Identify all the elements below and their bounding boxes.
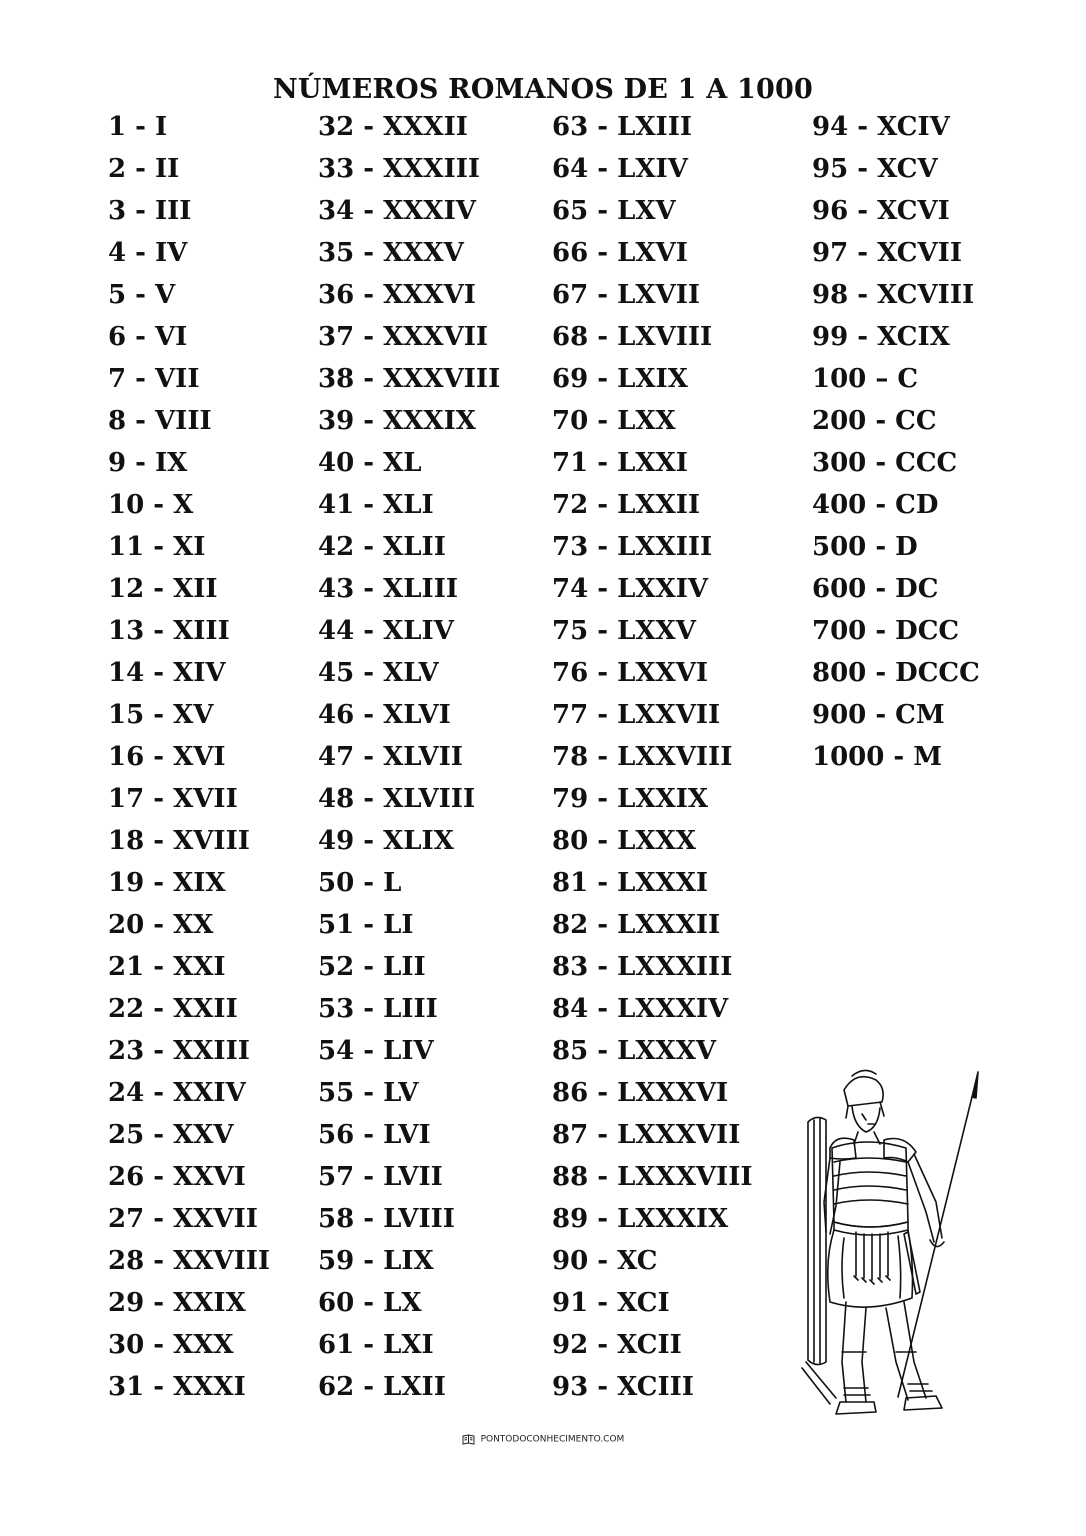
numeral-column-1	[108, 106, 270, 1408]
numeral-entry: 42 - XLII	[318, 532, 446, 562]
numeral-entry: 89 - LXXXIX	[552, 1204, 729, 1234]
numeral-entry: 21 - XXI	[108, 952, 226, 982]
numeral-entry: 45 - XLV	[318, 658, 439, 688]
numeral-entry: 2 - II	[108, 154, 180, 184]
numeral-entry: 68 - LXVIII	[552, 322, 713, 352]
numeral-entry: 16 - XVI	[108, 742, 226, 772]
numeral-entry: 61 - LXI	[318, 1330, 434, 1360]
numeral-entry: 87 - LXXXVII	[552, 1120, 741, 1150]
numeral-entry: 31 - XXXI	[108, 1372, 246, 1402]
numeral-entry: 3 - III	[108, 196, 192, 226]
numeral-entry: 12 - XII	[108, 574, 218, 604]
numeral-entry: 90 - XC	[552, 1246, 658, 1276]
roman-soldier-icon	[796, 1062, 986, 1437]
numeral-entry: 99 - XCIX	[812, 322, 950, 352]
numeral-entry: 79 - LXXIX	[552, 784, 709, 814]
numeral-entry: 83 - LXXXIII	[552, 952, 733, 982]
numeral-entry: 4 - IV	[108, 238, 188, 268]
numeral-entry: 96 - XCVI	[812, 196, 950, 226]
numeral-entry: 39 - XXXIX	[318, 406, 476, 436]
numeral-entry: 50 - L	[318, 868, 402, 898]
numeral-entry: 23 - XXIII	[108, 1036, 250, 1066]
numeral-entry: 71 - LXXI	[552, 448, 688, 478]
numeral-entry: 26 - XXVI	[108, 1162, 246, 1192]
numeral-entry: 97 - XCVII	[812, 238, 962, 268]
numeral-entry: 500 - D	[812, 532, 918, 562]
numeral-entry: 10 - X	[108, 490, 194, 520]
numeral-entry: 80 - LXXX	[552, 826, 696, 856]
numeral-entry: 700 - DCC	[812, 616, 960, 646]
numeral-entry: 15 - XV	[108, 700, 214, 730]
numeral-entry: 51 - LI	[318, 910, 414, 940]
numeral-column-4	[812, 106, 980, 778]
numeral-entry: 32 - XXXII	[318, 112, 468, 142]
numeral-entry: 13 - XIII	[108, 616, 230, 646]
numeral-entry: 53 - LIII	[318, 994, 438, 1024]
numeral-entry: 34 - XXXIV	[318, 196, 476, 226]
numeral-entry: 22 - XXII	[108, 994, 238, 1024]
numeral-entry: 86 - LXXXVI	[552, 1078, 729, 1108]
numeral-entry: 81 - LXXXI	[552, 868, 709, 898]
numeral-entry: 11 - XI	[108, 532, 206, 562]
numeral-entry: 400 - CD	[812, 490, 939, 520]
numeral-entry: 47 - XLVII	[318, 742, 463, 772]
numeral-entry: 56 - LVI	[318, 1120, 431, 1150]
numeral-entry: 70 - LXX	[552, 406, 676, 436]
numeral-entry: 20 - XX	[108, 910, 214, 940]
numeral-entry: 44 - XLIV	[318, 616, 454, 646]
numeral-entry: 62 - LXII	[318, 1372, 446, 1402]
numeral-entry: 76 - LXXVI	[552, 658, 709, 688]
numeral-entry: 800 - DCCC	[812, 658, 980, 688]
numeral-entry: 43 - XLIII	[318, 574, 459, 604]
numeral-entry: 100 – C	[812, 364, 919, 394]
numeral-entry: 300 - CCC	[812, 448, 958, 478]
numeral-entry: 93 - XCIII	[552, 1372, 694, 1402]
footer	[0, 1434, 1086, 1445]
numeral-entry: 94 - XCIV	[812, 112, 950, 142]
numeral-entry: 17 - XVII	[108, 784, 238, 814]
page-title: NÚMEROS ROMANOS DE 1 A 1000	[273, 74, 813, 105]
numeral-entry: 18 - XVIII	[108, 826, 250, 856]
numeral-entry: 67 - LXVII	[552, 280, 701, 310]
numeral-entry: 9 - IX	[108, 448, 188, 478]
numeral-entry: 84 - LXXXIV	[552, 994, 729, 1024]
numeral-entry: 49 - XLIX	[318, 826, 454, 856]
numeral-entry: 88 - LXXXVIII	[552, 1162, 753, 1192]
numeral-entry: 29 - XXIX	[108, 1288, 246, 1318]
numeral-entry: 6 - VI	[108, 322, 188, 352]
numeral-entry: 82 - LXXXII	[552, 910, 721, 940]
footer-website: PONTODOCONHECIMENTO.COM	[480, 1434, 625, 1445]
numeral-entry: 1000 - M	[812, 742, 943, 772]
numeral-entry: 91 - XCI	[552, 1288, 670, 1318]
numeral-entry: 63 - LXIII	[552, 112, 693, 142]
numeral-column-2	[318, 106, 500, 1408]
numeral-entry: 14 - XIV	[108, 658, 226, 688]
numeral-entry: 75 - LXXV	[552, 616, 696, 646]
numeral-entry: 58 - LVIII	[318, 1204, 455, 1234]
numeral-entry: 27 - XXVII	[108, 1204, 258, 1234]
numeral-entry: 1 - I	[108, 112, 168, 142]
numeral-entry: 85 - LXXXV	[552, 1036, 717, 1066]
numeral-entry: 95 - XCV	[812, 154, 938, 184]
numeral-entry: 72 - LXXII	[552, 490, 701, 520]
numeral-entry: 64 - LXIV	[552, 154, 688, 184]
numeral-entry: 7 - VII	[108, 364, 200, 394]
numeral-entry: 59 - LIX	[318, 1246, 434, 1276]
numeral-entry: 200 - CC	[812, 406, 937, 436]
numeral-entry: 77 - LXXVII	[552, 700, 721, 730]
numeral-entry: 46 - XLVI	[318, 700, 451, 730]
numeral-entry: 25 - XXV	[108, 1120, 234, 1150]
numeral-entry: 28 - XXVIII	[108, 1246, 271, 1276]
numeral-entry: 69 - LXIX	[552, 364, 688, 394]
numeral-entry: 73 - LXXIII	[552, 532, 713, 562]
numeral-entry: 35 - XXXV	[318, 238, 464, 268]
numeral-entry: 30 - XXX	[108, 1330, 234, 1360]
numeral-entry: 37 - XXXVII	[318, 322, 489, 352]
numeral-entry: 65 - LXV	[552, 196, 676, 226]
numeral-entry: 74 - LXXIV	[552, 574, 709, 604]
numeral-entry: 41 - XLI	[318, 490, 434, 520]
numeral-entry: 55 - LV	[318, 1078, 419, 1108]
numeral-entry: 33 - XXXIII	[318, 154, 481, 184]
numeral-entry: 48 - XLVIII	[318, 784, 476, 814]
numeral-entry: 5 - V	[108, 280, 176, 310]
numeral-entry: 60 - LX	[318, 1288, 422, 1318]
numeral-entry: 8 - VIII	[108, 406, 212, 436]
numeral-entry: 78 - LXXVIII	[552, 742, 733, 772]
numeral-entry: 19 - XIX	[108, 868, 226, 898]
numeral-entry: 38 - XXXVIII	[318, 364, 501, 394]
numeral-entry: 66 - LXVI	[552, 238, 688, 268]
numeral-entry: 92 - XCII	[552, 1330, 682, 1360]
numeral-entry: 900 - CM	[812, 700, 945, 730]
numeral-entry: 36 - XXXVI	[318, 280, 476, 310]
numeral-column-3	[552, 106, 753, 1408]
numeral-entry: 54 - LIV	[318, 1036, 434, 1066]
numeral-entry: 24 - XXIV	[108, 1078, 246, 1108]
numeral-entry: 57 - LVII	[318, 1162, 443, 1192]
numeral-entry: 40 - XL	[318, 448, 422, 478]
numeral-entry: 52 - LII	[318, 952, 426, 982]
numeral-entry: 600 - DC	[812, 574, 939, 604]
book-logo-icon	[462, 1434, 475, 1445]
numeral-entry: 98 - XCVIII	[812, 280, 975, 310]
